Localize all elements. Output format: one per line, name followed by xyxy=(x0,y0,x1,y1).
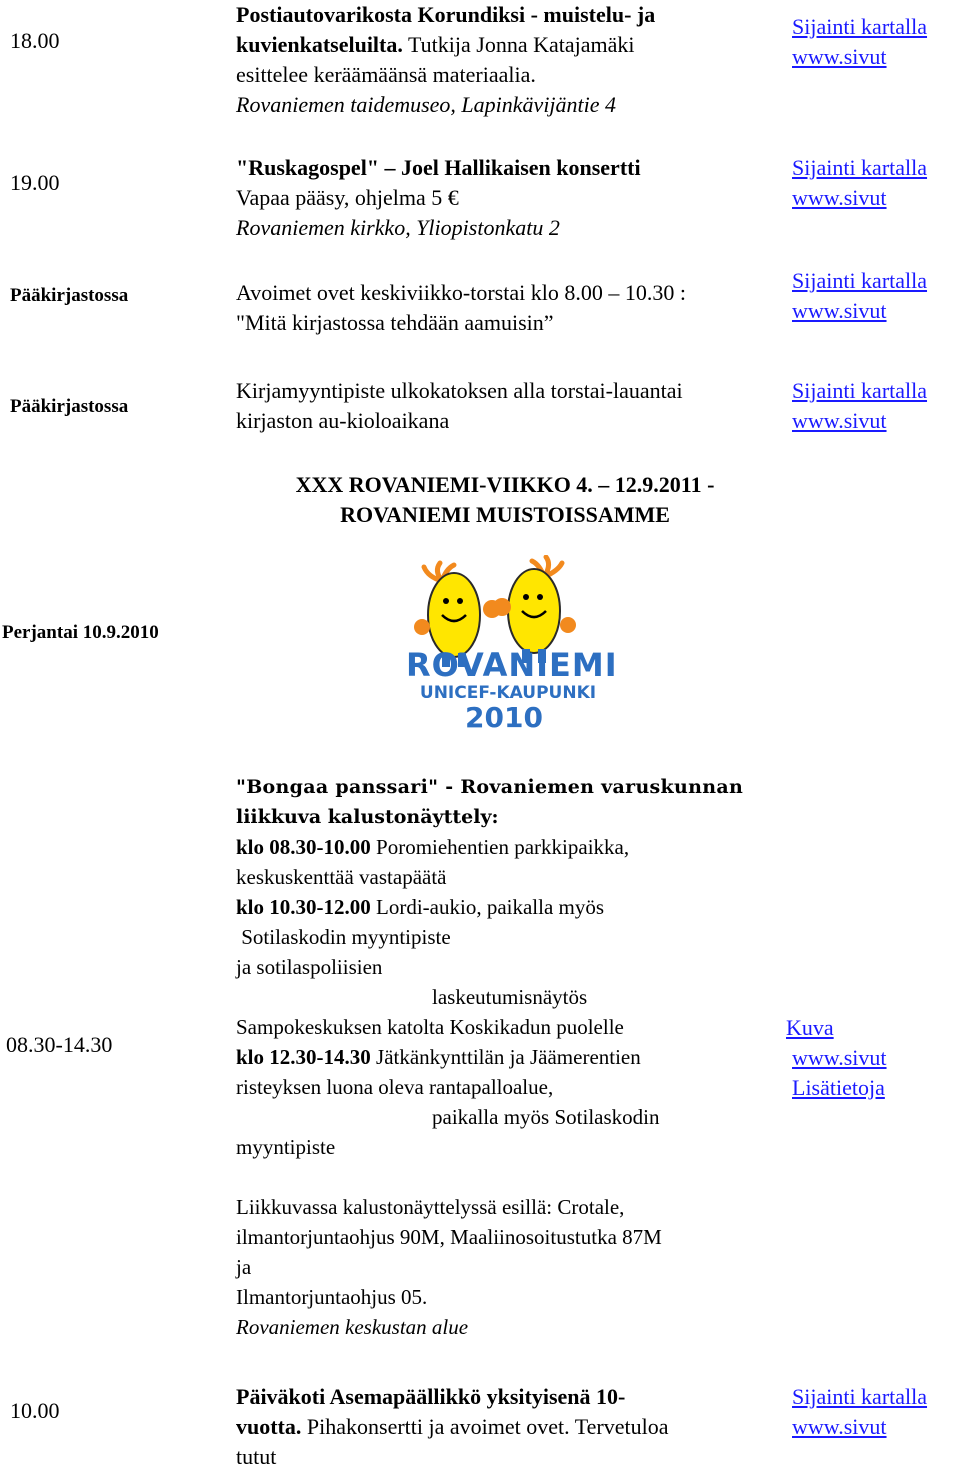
week-heading xyxy=(0,470,960,530)
logo-subtext: UNICEF-KAUPUNKI xyxy=(419,683,597,703)
slot-time: klo 08.30-10.00 xyxy=(236,835,371,859)
slot-text: Sotilaskodin myyntipiste xyxy=(236,925,451,949)
slot-text: laskeutumisnäytös xyxy=(432,985,588,1009)
event-description xyxy=(236,0,776,120)
website-link[interactable]: www.sivut xyxy=(792,1045,887,1070)
event-description xyxy=(236,153,776,243)
slot-time: klo 12.30-14.30 xyxy=(236,1045,371,1069)
event-text: Vapaa pääsy, ohjelma 5 € xyxy=(236,185,459,210)
map-link[interactable]: Sijainti kartalla xyxy=(792,155,928,180)
exhibit-text: ja xyxy=(236,1255,252,1279)
event-title-cont: kuvienkatseluilta. xyxy=(236,32,403,57)
map-link[interactable]: Sijainti kartalla xyxy=(792,378,928,403)
event-title-cont: vuotta. xyxy=(236,1414,302,1439)
more-info-link[interactable]: Lisätietoja xyxy=(792,1075,885,1100)
event-venue: Pääkirjastossa xyxy=(10,396,129,417)
event-text: esittelee keräämäänsä materiaalia. xyxy=(236,62,536,87)
event-location: Rovaniemen taidemuseo, Lapinkävijäntie 4 xyxy=(236,92,617,117)
event-links xyxy=(792,376,960,436)
event-links xyxy=(792,1382,960,1442)
map-link[interactable]: Sijainti kartalla xyxy=(792,1384,928,1409)
website-link[interactable]: www.sivut xyxy=(792,408,887,433)
slot-text: Poromiehentien parkkipaikka, xyxy=(376,835,630,859)
event-links xyxy=(786,1013,954,1103)
event-title: "Ruskagospel" – Joel Hallikaisen konsertti xyxy=(236,155,641,180)
event-title-cont: liikkuva kalustonäyttely: xyxy=(236,806,499,828)
week-heading-line1: XXX ROVANIEMI-VIIKKO 4. – 12.9.2011 - xyxy=(295,472,715,497)
event-time: 10.00 xyxy=(10,1398,60,1423)
event-text: Kirjamyyntipiste ulkokatoksen alla torstai-lauantai xyxy=(236,378,683,403)
event-location: Rovaniemen keskustan alue xyxy=(236,1315,469,1339)
event-text: Avoimet ovet keskiviikko-torstai klo 8.00 – 10.30 : xyxy=(236,280,686,305)
event-time: 18.00 xyxy=(10,28,60,53)
event-text: Tutkija Jonna Katajamäki xyxy=(407,32,635,57)
event-title: "Bongaa panssari" - Rovaniemen varuskunnan xyxy=(236,776,744,798)
event-links xyxy=(792,153,960,213)
event-description xyxy=(236,278,776,338)
rovaniemi-unicef-logo xyxy=(404,555,618,740)
event-venue: Pääkirjastossa xyxy=(10,285,129,306)
event-text: "Mitä kirjastossa tehdään aamuisin” xyxy=(236,310,554,335)
image-link[interactable]: Kuva xyxy=(786,1015,834,1040)
slot-text: Sampokeskuksen katolta Koskikadun puolelle xyxy=(236,1015,624,1039)
event-title: Postiautovarikosta Korundiksi - muistelu- ja xyxy=(236,2,656,27)
day-label: Perjantai 10.9.2010 xyxy=(2,622,159,643)
slot-time: klo 10.30-12.00 xyxy=(236,895,371,919)
week-heading-line2: ROVANIEMI MUISTOISSAMME xyxy=(340,502,670,527)
slot-text: paikalla myös Sotilaskodin xyxy=(432,1105,660,1129)
website-link[interactable]: www.sivut xyxy=(792,298,887,323)
event-description xyxy=(236,772,776,1342)
map-link[interactable]: Sijainti kartalla xyxy=(792,14,928,39)
exhibit-text: Liikkuvassa kalustonäyttelyssä esillä: Crotale, xyxy=(236,1195,625,1219)
event-title: Päiväkoti Asemapäällikkö yksityisenä 10- xyxy=(236,1384,626,1409)
slot-text: risteyksen luona oleva rantapalloalue, xyxy=(236,1075,554,1099)
event-time: 08.30-14.30 xyxy=(6,1032,113,1057)
slot-text: Jätkänkynttilän ja Jäämerentien xyxy=(376,1045,641,1069)
slot-text: myyntipiste xyxy=(236,1135,336,1159)
event-description xyxy=(236,376,776,436)
event-text: tutut xyxy=(236,1444,277,1469)
event-text: Pihakonsertti ja avoimet ovet. Tervetuloa xyxy=(306,1414,669,1439)
website-link[interactable]: www.sivut xyxy=(792,44,887,69)
website-link[interactable]: www.sivut xyxy=(792,1414,887,1439)
logo-year: 2010 xyxy=(465,701,543,734)
slot-text: ja sotilaspoliisien xyxy=(236,955,383,979)
slot-text: keskuskenttää vastapäätä xyxy=(236,865,447,889)
event-links xyxy=(792,266,960,326)
event-location: Rovaniemen kirkko, Yliopistonkatu 2 xyxy=(236,215,560,240)
map-link[interactable]: Sijainti kartalla xyxy=(792,268,928,293)
event-text: kirjaston au-kioloaikana xyxy=(236,408,450,433)
slot-text: Lordi-aukio, paikalla myös xyxy=(376,895,605,919)
exhibit-text: ilmantorjuntaohjus 90M, Maaliinosoitustutka 87M xyxy=(236,1225,662,1249)
website-link[interactable]: www.sivut xyxy=(792,185,887,210)
event-description xyxy=(236,1382,776,1472)
logo-text: ROVANIEMI xyxy=(406,646,618,684)
event-links xyxy=(792,12,960,72)
exhibit-text: Ilmantorjuntaohjus 05. xyxy=(236,1285,428,1309)
event-time: 19.00 xyxy=(10,170,60,195)
